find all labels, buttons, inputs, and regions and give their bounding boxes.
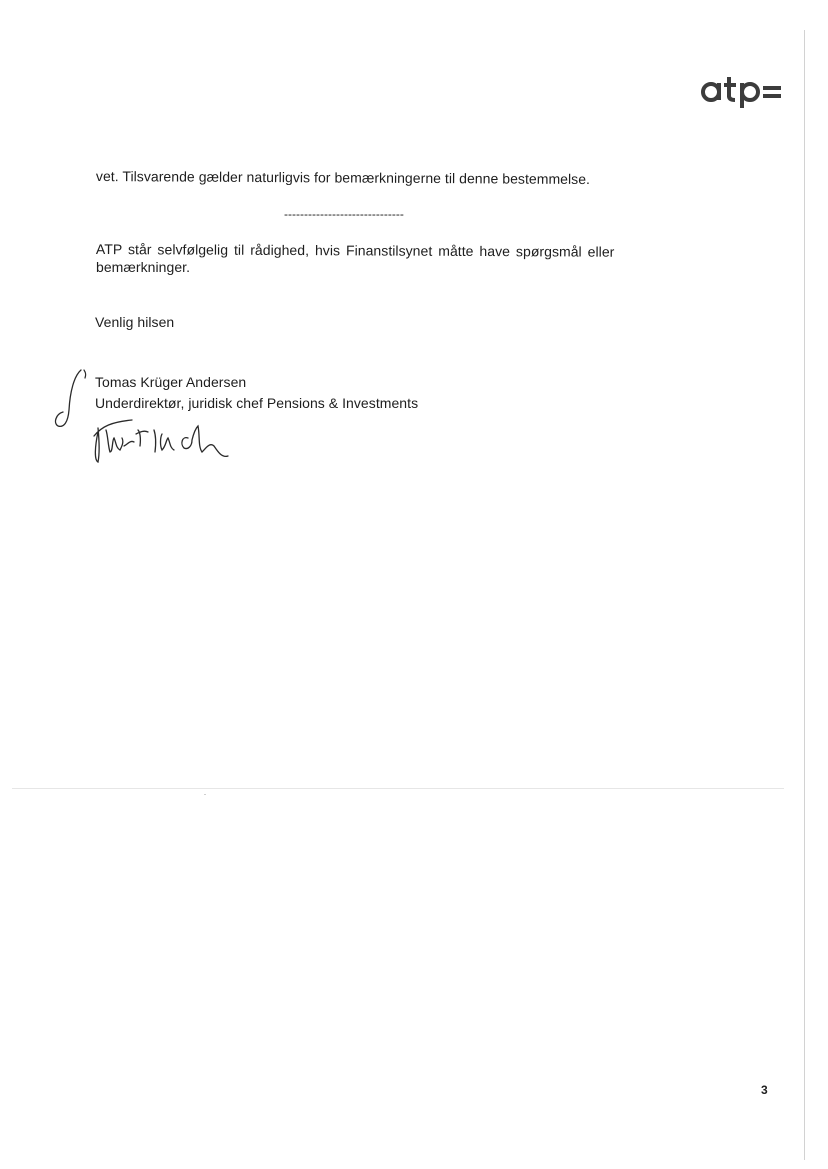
page-edge-line: [804, 30, 805, 1160]
atp-logo: [700, 72, 784, 110]
closing-greeting: Venlig hilsen: [95, 314, 175, 330]
body-text-line: vet. Tilsvarende gælder naturligvis for bemærkningerne til denne bestemmelse.: [95, 167, 591, 188]
page-number: 3: [761, 1083, 768, 1097]
scan-artifact: [204, 794, 206, 795]
signer-name: Tomas Krüger Andersen: [95, 374, 247, 390]
body-text-line: ATP står selvfølgelig til rådighed, hvis Finanstilsynet måtte have spørgsmål eller: [95, 240, 615, 260]
body-text-line: bemærkninger.: [96, 259, 191, 275]
section-separator: ------------------------------: [284, 207, 404, 221]
signer-title: Underdirektør, juridisk chef Pensions & Investments: [95, 395, 419, 411]
page-divider-line: [12, 788, 784, 789]
